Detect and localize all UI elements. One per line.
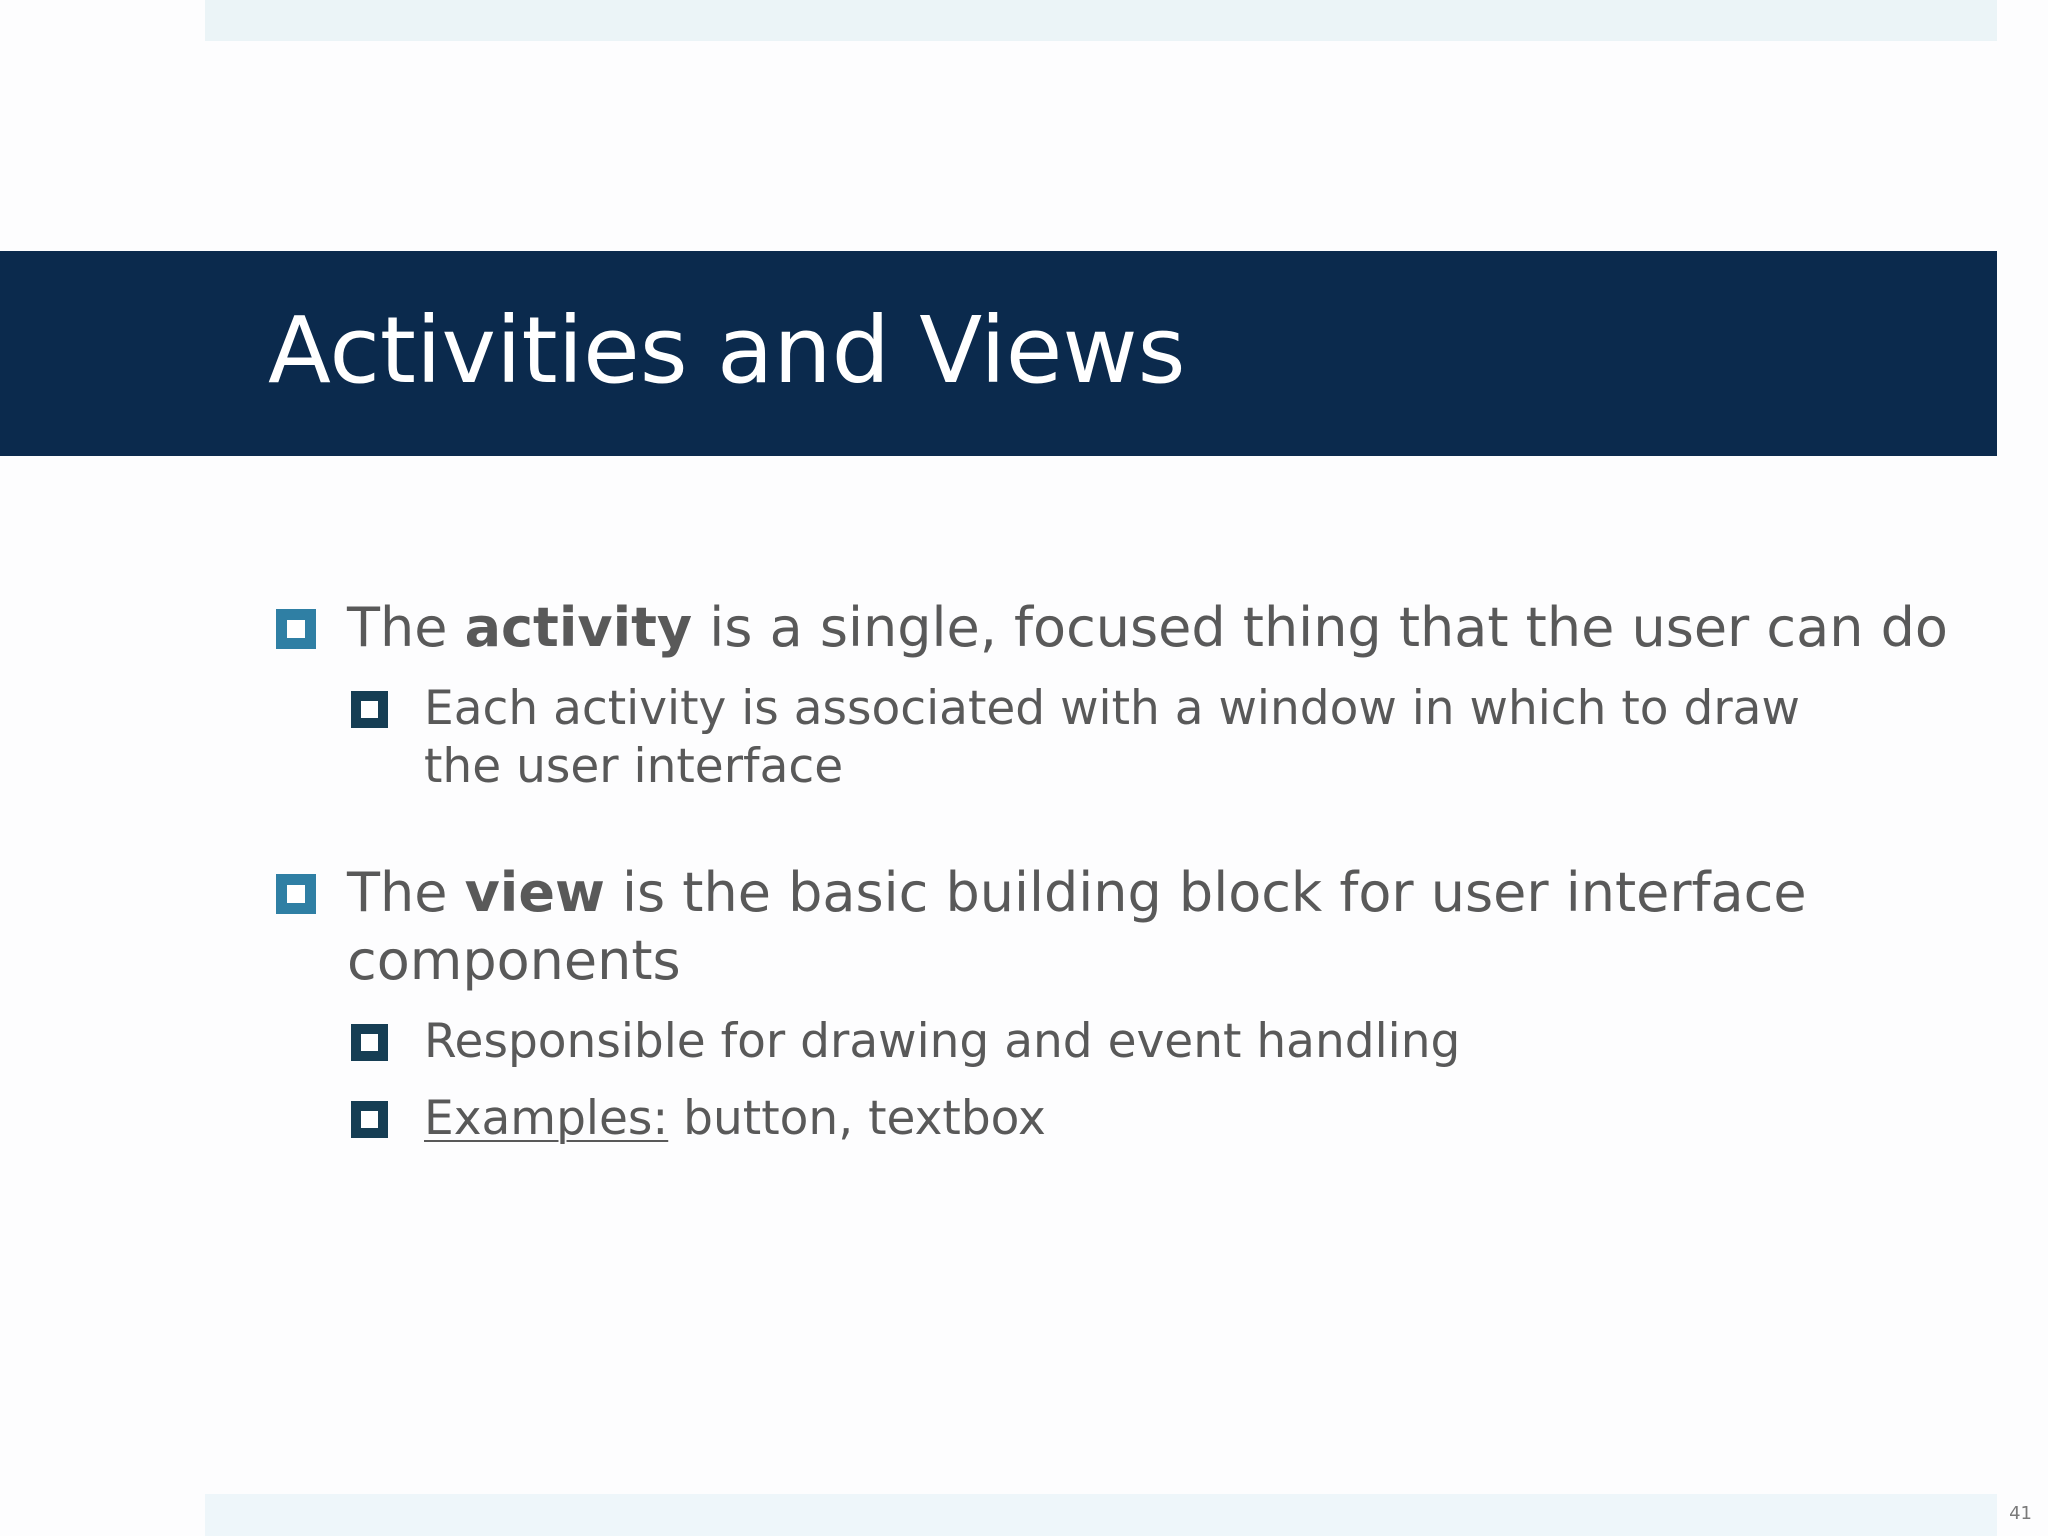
square-bullet-icon	[351, 691, 388, 728]
top-decorative-band	[205, 0, 1997, 41]
sub-bullet-activity-window	[424, 680, 1800, 796]
bullet-activity-text: The activity is a single, focused thing that the user can do	[347, 596, 1948, 659]
sub-bullet-text: Responsible for drawing and event handling	[424, 1014, 1461, 1069]
bullet-view-keyword: view	[464, 861, 605, 924]
sub-bullet-view-responsible	[424, 1013, 1460, 1071]
square-bullet-icon	[276, 874, 316, 914]
examples-label: Examples:	[424, 1091, 669, 1146]
sub-bullet-line-2: the user interface	[424, 739, 844, 794]
slide-number: 41	[2009, 1503, 2032, 1524]
bullet-activity	[347, 594, 1948, 662]
bullet-activity-keyword: activity	[464, 596, 693, 659]
square-bullet-icon	[351, 1101, 388, 1138]
square-bullet-icon	[351, 1024, 388, 1061]
bullet-view	[347, 859, 1807, 995]
bullet-view-text-line-2: components	[347, 929, 681, 992]
sub-bullet-view-examples	[424, 1090, 1046, 1148]
slide-title: Activities and Views	[268, 297, 1186, 404]
bullet-view-text: The view is the basic building block for user interface	[347, 861, 1807, 924]
square-bullet-icon	[276, 609, 316, 649]
sub-bullet-text: Examples: button, textbox	[424, 1091, 1046, 1146]
bottom-decorative-band	[205, 1494, 1997, 1536]
sub-bullet-line-1: Each activity is associated with a window in which to draw	[424, 681, 1800, 736]
